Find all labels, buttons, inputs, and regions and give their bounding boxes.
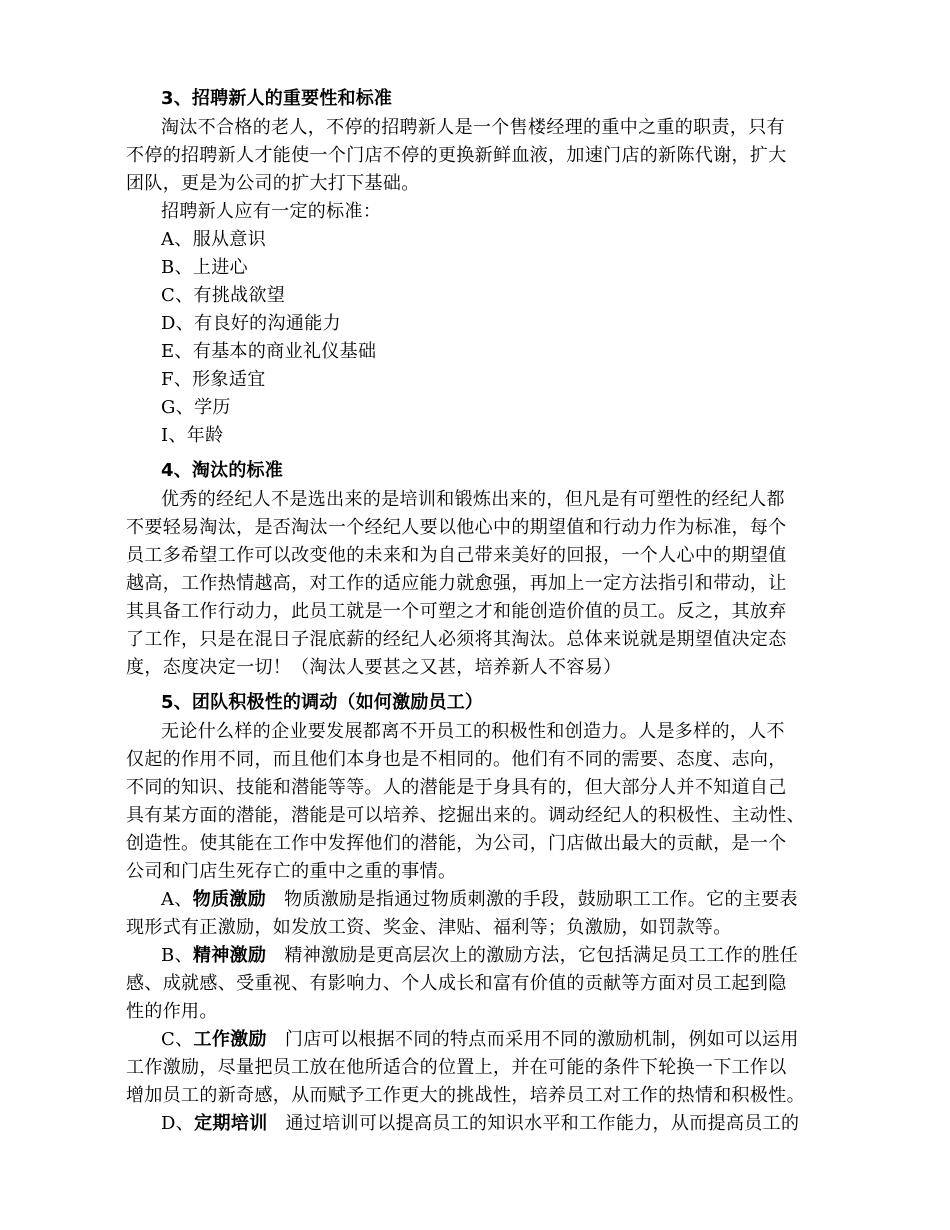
standard-item: F、形象适宜 — [161, 369, 266, 390]
incentive-d-term: 定期培训 — [194, 1113, 268, 1134]
incentive-d-prefix: D、 — [161, 1113, 195, 1134]
incentive-a-prefix: A、 — [161, 889, 193, 910]
section-5-paragraph-line: 具有某方面的潜能，潜能是可以培养、挖掘出来的。调动经纪人的积极性、主动性、 — [126, 805, 805, 826]
section-4-paragraph-line: 了工作，只是在混日子混底薪的经纪人必须将其淘汰。总体来说就是期望值决定态 — [126, 629, 787, 650]
section-3-paragraph-line: 团队，更是为公司的扩大打下基础。 — [126, 173, 420, 194]
section-5-paragraph-line: 不同的知识、技能和潜能等等。人的潜能是于身具有的，但大部分人并不知道自己 — [126, 777, 787, 798]
incentive-a-text: 物质激励是指通过物质刺激的手段，鼓励职工工作。它的主要表 — [284, 889, 798, 910]
section-4-heading: 4、淘汰的标准 — [161, 460, 283, 481]
section-4-paragraph-line: 其具备工作行动力，此员工就是一个可塑之才和能创造价值的员工。反之，其放弃 — [126, 601, 787, 622]
section-5-paragraph-line: 公司和门店生死存亡的重中之重的事情。 — [126, 861, 457, 882]
standards-intro: 招聘新人应有一定的标准： — [161, 201, 382, 222]
standard-item: E、有基本的商业礼仪基础 — [161, 341, 377, 362]
incentive-c-text: 门店可以根据不同的特点而采用不同的激励机制，例如可以运用 — [284, 1029, 799, 1050]
standard-item: C、有挑战欲望 — [161, 285, 286, 306]
section-5-heading: 5、团队积极性的调动（如何激励员工） — [161, 692, 484, 713]
incentive-b-continued: 感、成就感、受重视、有影响力、个人成长和富有价值的贡献等方面对员工起到隐 — [126, 973, 787, 994]
incentive-c-term: 工作激励 — [193, 1029, 267, 1050]
section-3-heading: 3、招聘新人的重要性和标准 — [161, 88, 393, 109]
section-4-paragraph-line: 优秀的经纪人不是选出来的是培训和锻炼出来的，但凡是有可塑性的经纪人都 — [161, 489, 785, 510]
incentive-c-line — [161, 1029, 799, 1051]
incentive-b-term: 精神激励 — [192, 945, 267, 966]
section-3-paragraph-line: 淘汰不合格的老人，不停的招聘新人是一个售楼经理的重中之重的职责，只有 — [161, 117, 785, 138]
incentive-b-text: 精神激励是更高层次上的激励方法，它包括满足员工工作的胜任 — [284, 945, 799, 966]
section-5-paragraph-line: 无论什么样的企业要发展都离不开员工的积极性和创造力。人是多样的，人不 — [161, 721, 785, 742]
section-3-paragraph-line: 不停的招聘新人才能使一个门店不停的更换新鲜血液，加速门店的新陈代谢，扩大 — [126, 145, 787, 166]
section-5-paragraph-line: 创造性。使其能在工作中发挥他们的潜能，为公司，门店做出最大的贡献，是一个 — [126, 833, 787, 854]
incentive-b-continued: 性的作用。 — [126, 1001, 218, 1022]
incentive-c-prefix: C、 — [161, 1029, 194, 1050]
section-4-paragraph-line: 度，态度决定一切！（淘汰人要甚之又甚，培养新人不容易） — [126, 657, 622, 678]
section-4-paragraph-line: 员工多希望工作可以改变他的未来和为自己带来美好的回报，一个人心中的期望值 — [126, 545, 787, 566]
incentive-c-continued: 增加员工的新奇感，从而赋予工作更大的挑战性，培养员工对工作的热情和积极性。 — [126, 1085, 805, 1106]
section-5-paragraph-line: 仅起的作用不同，而且他们本身也是不相同的。他们有不同的需要、态度、志向， — [126, 749, 787, 770]
incentive-a-line — [161, 889, 798, 911]
section-4-paragraph-line: 越高，工作热情越高，对工作的适应能力就愈强，再加上一定方法指引和带动，让 — [126, 573, 787, 594]
incentive-b-prefix: B、 — [161, 945, 193, 966]
incentive-d-text: 通过培训可以提高员工的知识水平和工作能力，从而提高员工的 — [285, 1113, 800, 1134]
standard-item: A、服从意识 — [161, 229, 267, 250]
incentive-d-line — [161, 1113, 799, 1135]
standard-item: B、上进心 — [161, 257, 248, 278]
standard-item: D、有良好的沟通能力 — [161, 313, 341, 334]
incentive-a-term: 物质激励 — [192, 889, 267, 910]
standard-item: G、学历 — [161, 397, 231, 418]
standard-item: I、年龄 — [161, 425, 224, 446]
incentive-a-continued: 现形式有正激励，如发放工资、奖金、津贴、福利等；负激励，如罚款等。 — [126, 917, 732, 938]
section-4-paragraph-line: 不要轻易淘汰，是否淘汰一个经纪人要以他心中的期望值和行动力作为标准，每个 — [126, 517, 787, 538]
incentive-c-continued: 工作激励，尽量把员工放在他所适合的位置上，并在可能的条件下轮换一下工作以 — [126, 1057, 787, 1078]
incentive-b-line — [161, 945, 798, 967]
